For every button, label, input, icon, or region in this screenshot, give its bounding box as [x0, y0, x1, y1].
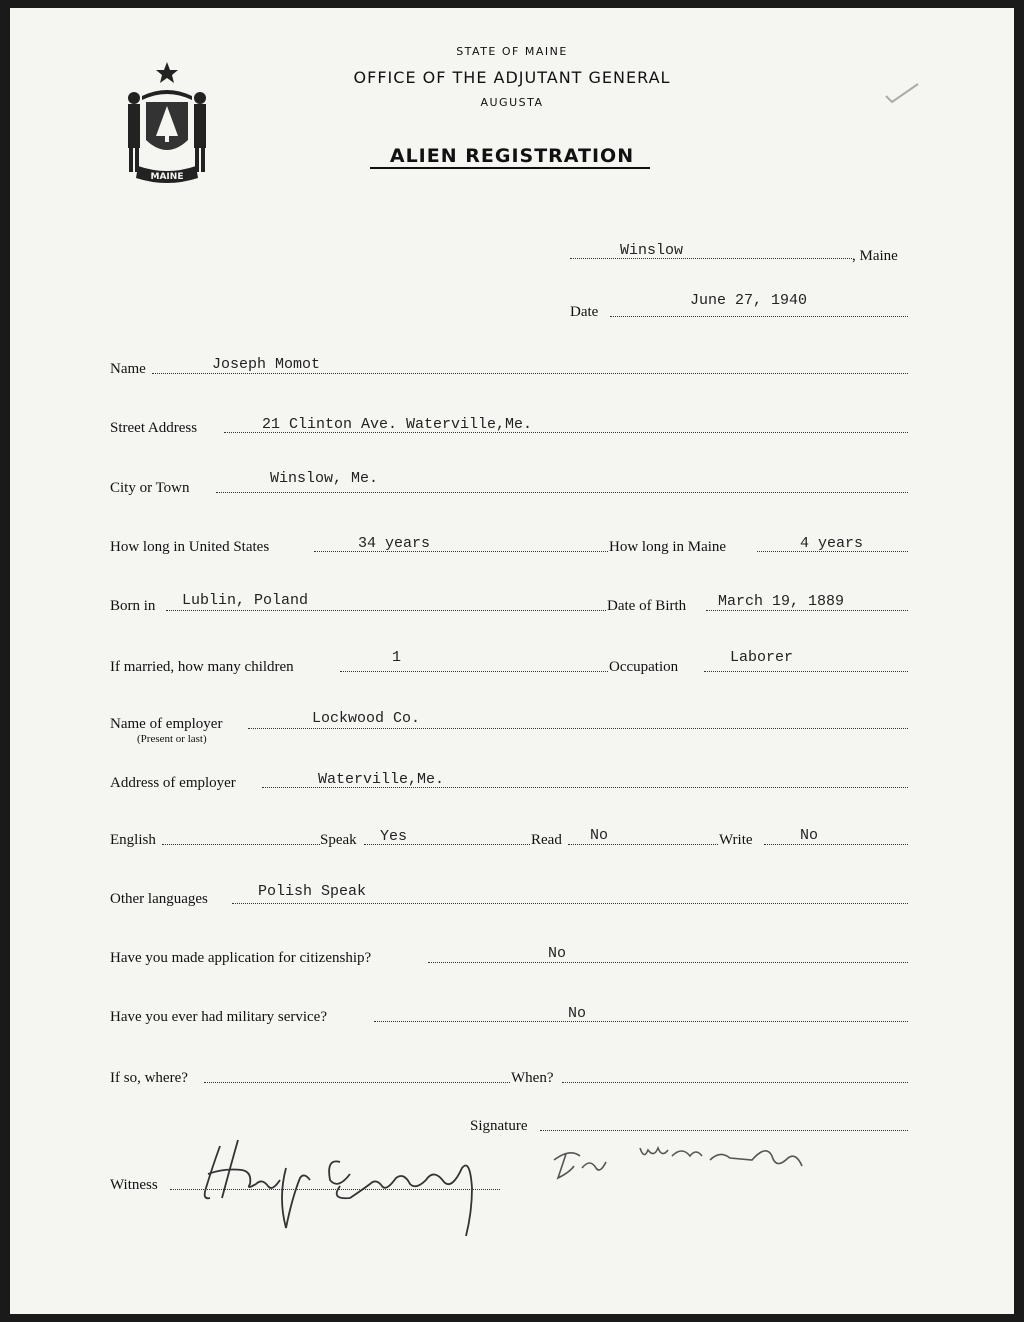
me-time-value: 4 years	[800, 535, 864, 552]
citizenship-value: No	[548, 945, 567, 962]
citizenship-line	[428, 962, 908, 963]
employer-address-label: Address of employer	[110, 775, 236, 791]
write-label: Write	[719, 832, 753, 848]
seal-text: MAINE	[150, 172, 184, 182]
speak-value: Yes	[380, 828, 408, 845]
date-line	[610, 316, 908, 317]
dob-value: March 19, 1889	[718, 593, 845, 610]
write-value: No	[800, 827, 819, 844]
me-time-label: How long in Maine	[609, 539, 727, 555]
applicant-signature	[540, 1130, 820, 1190]
place-line	[570, 258, 852, 259]
read-line	[568, 844, 718, 845]
name-label: Name	[110, 361, 146, 377]
us-time-value: 34 years	[358, 535, 431, 552]
witness-signature	[190, 1128, 510, 1240]
date-value: June 27, 1940	[690, 292, 808, 309]
children-label: If married, how many children	[110, 659, 294, 675]
children-line	[340, 671, 608, 672]
occupation-line	[704, 671, 908, 672]
born-line	[166, 610, 606, 611]
born-value: Lublin, Poland	[182, 592, 309, 609]
street-value: 21 Clinton Ave. Waterville,Me.	[262, 416, 533, 433]
page-title: ALIEN REGISTRATION	[389, 145, 635, 167]
military-value: No	[568, 1005, 587, 1022]
street-label: Street Address	[110, 420, 198, 436]
header-city: AUGUSTA	[480, 96, 544, 109]
employer-address-value: Waterville,Me.	[318, 771, 445, 788]
city-line	[216, 492, 908, 493]
where-label: If so, where?	[110, 1070, 188, 1086]
write-line	[764, 844, 908, 845]
witness-label: Witness	[110, 1177, 158, 1193]
place-suffix: , Maine	[852, 248, 898, 264]
employer-label: Name of employer	[110, 716, 223, 732]
employer-value: Lockwood Co.	[312, 710, 421, 727]
english-label: English	[110, 832, 156, 848]
occupation-value: Laborer	[730, 649, 794, 666]
name-value: Joseph Momot	[212, 356, 321, 373]
name-line	[152, 373, 908, 374]
city-label: City or Town	[110, 480, 190, 496]
other-languages-line	[232, 903, 908, 904]
signature-label: Signature	[470, 1118, 528, 1134]
when-line	[562, 1082, 908, 1083]
speak-label: Speak	[320, 832, 357, 848]
read-value: No	[590, 827, 609, 844]
header-office: OFFICE OF THE ADJUTANT GENERAL	[353, 68, 671, 87]
where-line	[204, 1082, 510, 1083]
children-value: 1	[392, 649, 402, 666]
dob-label: Date of Birth	[607, 598, 687, 614]
citizenship-label: Have you made application for citizenship?	[110, 950, 372, 966]
read-label: Read	[531, 832, 562, 848]
other-languages-value: Polish Speak	[258, 883, 367, 900]
military-line	[374, 1021, 908, 1022]
other-languages-label: Other languages	[110, 891, 208, 907]
header-state: STATE OF MAINE	[456, 45, 568, 58]
born-label: Born in	[110, 598, 156, 614]
title-underline	[370, 167, 650, 169]
city-value: Winslow, Me.	[270, 470, 379, 487]
us-time-label: How long in United States	[110, 539, 270, 555]
place-value: Winslow	[620, 242, 684, 259]
date-label: Date	[570, 304, 599, 320]
employer-sublabel: (Present or last)	[137, 733, 207, 745]
when-label: When?	[511, 1070, 554, 1086]
english-line	[162, 844, 320, 845]
dob-line	[706, 610, 908, 611]
occupation-label: Occupation	[609, 659, 679, 675]
military-label: Have you ever had military service?	[110, 1009, 327, 1025]
employer-line	[248, 728, 908, 729]
